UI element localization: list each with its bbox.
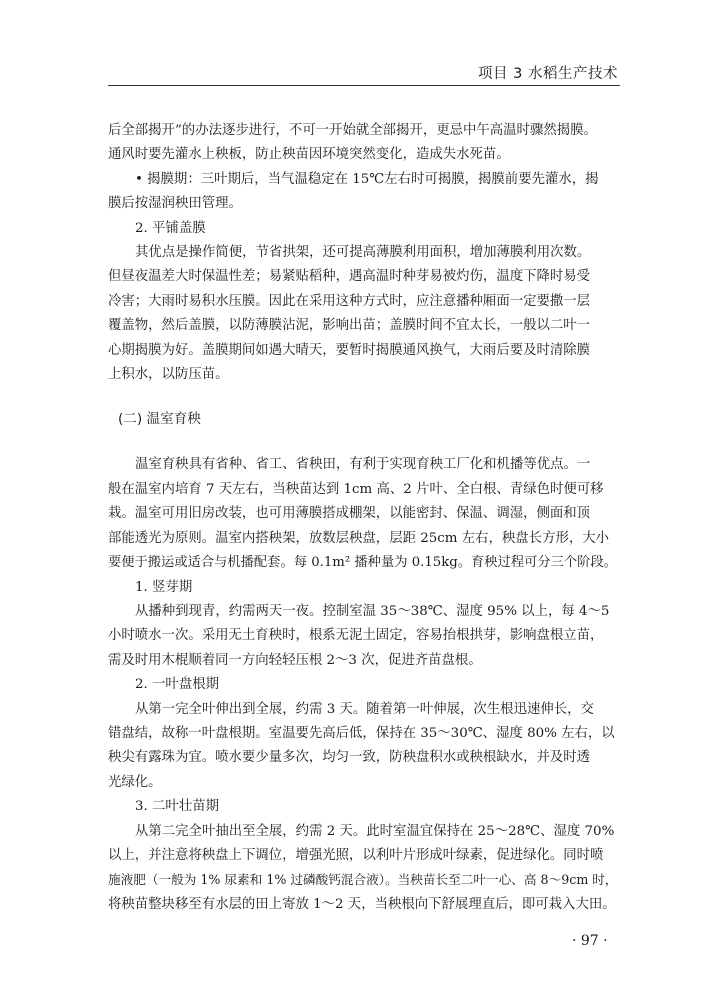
header-rule: [108, 85, 620, 86]
text-line: 从第一完全叶伸出到全展，约需 3 天。随着第一叶伸展，次生根迅速伸长，交: [135, 701, 594, 717]
text-line: 栽。温室可用旧房改装，也可用薄膜搭成棚架，以能密封、保温、调湿，侧面和顶: [108, 506, 591, 522]
text-line: 但昼夜温差大时保温性差；易紧贴稻种，遇高温时种芽易被灼伤，温度下降时易受: [108, 269, 591, 285]
text-line: • 揭膜期：三叶期后，当气温稳定在 15℃左右时可揭膜，揭膜前要先灌水，揭: [135, 171, 599, 187]
page-body: [108, 119, 620, 917]
text-line: 要便于搬运或适合与机播配套。每 0.1m² 播种量为 0.15kg。育秧过程可分三个阶段。: [108, 555, 617, 571]
text-line: 覆盖物，然后盖膜，以防薄膜沾泥，影响出苗；盖膜时间不宜太长，一般以二叶一: [108, 318, 591, 334]
text-line: 从第二完全叶抽出至全展，约需 2 天。此时室温宜保持在 25～28℃、湿度 70%: [135, 823, 615, 839]
text-line: 其优点是操作简便，节省拱架，还可提高薄膜利用面积，增加薄膜利用次数。: [135, 245, 591, 261]
text-line: 冷害；大雨时易积水压膜。因此在采用这种方式时，应注意播种厢面一定要撒一层: [108, 293, 591, 309]
text-line: 膜后按湿润秧田管理。: [108, 196, 242, 212]
text-line: 心期揭膜为好。盖膜期间如遇大晴天，要暂时揭膜通风换气，大雨后要及时清除膜: [108, 342, 591, 358]
text-line: 光绿化。: [108, 774, 162, 790]
text-line: 部能透光为原则。温室内搭秧架，放数层秧盘，层距 25cm 左右，秧盘长方形，大小: [108, 530, 610, 546]
text-line: 般在温室内培育 7 天左右，当秧苗达到 1cm 高、2 片叶、全白根、青绿色时便可移: [108, 481, 604, 497]
text-line: 秧尖有露珠为宜。喷水要少量多次，均匀一致，防秧盘积水或秧根缺水，并及时透: [108, 750, 591, 766]
header-title: 项目 3 水稻生产技术: [478, 66, 618, 82]
subheading: 2. 一叶盘根期: [135, 677, 219, 693]
subheading: 1. 竖芽期: [135, 579, 193, 595]
running-header: [108, 58, 620, 86]
text-line: 以上，并注意将秧盘上下调位，增强光照，以利叶片形成叶绿素，促进绿化。同时喷: [108, 847, 604, 863]
text-line: 后全部揭开”的办法逐步进行，不可一开始就全部揭开，更忌中午高温时骤然揭膜。: [108, 123, 597, 138]
page-number: · 97 ·: [572, 933, 608, 949]
text-line: 需及时用木棍顺着同一方向轻轻压根 2～3 次，促进齐苗盘根。: [108, 652, 482, 668]
text-line: 小时喷水一次。采用无土育秧时，根系无泥土固定，容易抬根拱芽，影响盘根立苗，: [108, 628, 604, 644]
text-line: 温室育秧具有省种、省工、省秧田，有利于实现育秧工厂化和机播等优点。一: [135, 457, 591, 473]
text-line: 通风时要先灌水上秧板，防止秧苗因环境突然变化，造成失水死苗。: [108, 147, 510, 163]
text-line: 施液肥（一般为 1% 尿素和 1% 过磷酸钙混合液）。当秧苗长至二叶一心、高 8～9cm 时，: [108, 872, 618, 888]
text-line: 从播种到现青，约需两天一夜。控制室温 35～38℃、湿度 95% 以上，每 4～5: [135, 603, 610, 619]
text-line: 上积水，以防压苗。: [108, 367, 229, 383]
text-line: 错盘结，故称一叶盘根期。室温要先高后低，保持在 35～30℃、湿度 80% 左右，以: [108, 725, 615, 741]
subheading: 3. 二叶壮苗期: [135, 799, 219, 815]
text-line: 将秧苗整块移至有水层的田上寄放 1～2 天，当秧根向下舒展理直后，即可栽入大田。: [108, 896, 616, 912]
section-heading: (二) 温室育秧: [118, 411, 201, 428]
subheading: 2. 平铺盖膜: [135, 220, 206, 236]
